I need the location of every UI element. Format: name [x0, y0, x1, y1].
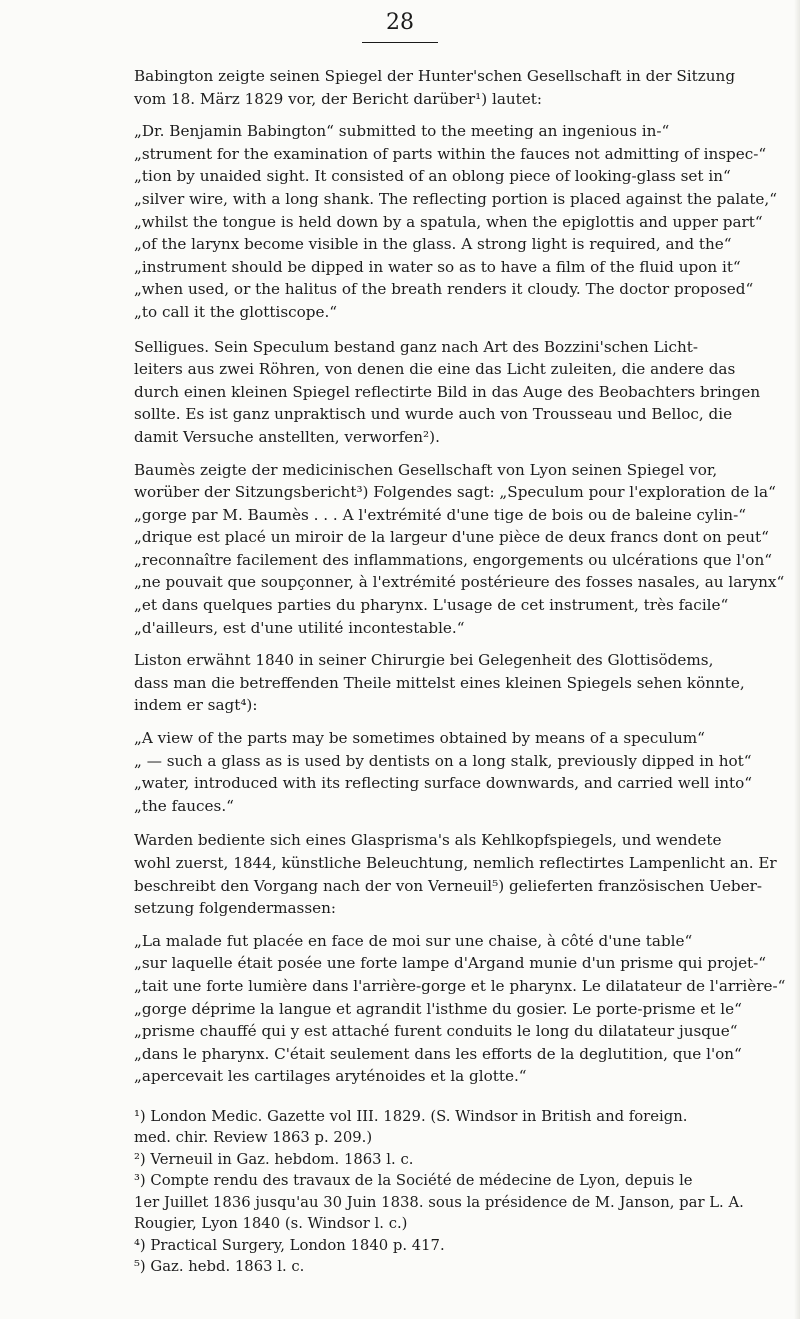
- text-line: ¹) London Medic. Gazette vol III. 1829. (S. Windsor in British and foreign.: [134, 1107, 688, 1125]
- text-line: „ — such a glass as is used by dentists on a long stalk, previously dipped in hot“: [134, 751, 752, 770]
- text-line: „gorge déprime la langue et agrandit l'isthme du gosier. Le porte-prisme et le“: [134, 999, 742, 1018]
- text-line: „d'ailleurs, est d'une utilité incontestable.“: [134, 618, 465, 637]
- text-line: Babington zeigte seinen Spiegel der Hunter'schen Gesellschaft in der Sitzung: [134, 67, 736, 85]
- text-line: Warden bediente sich eines Glasprisma's als Kehlkopfspiegels, und wendete: [134, 831, 722, 850]
- text-line: med. chir. Review 1863 p. 209.): [134, 1129, 373, 1147]
- text-line: „when used, or the halitus of the breath renders it cloudy. The doctor proposed“: [134, 280, 754, 299]
- text-line: ⁴) Practical Surgery, London 1840 p. 417.: [134, 1236, 445, 1254]
- text-line: „the fauces.“: [134, 796, 234, 815]
- text-line: „drique est placé un miroir de la largeur d'une pièce de deux francs dont on peut“: [134, 528, 769, 547]
- text-line: Rougier, Lyon 1840 (s. Windsor l. c.): [134, 1215, 408, 1233]
- text-line: ⁵) Gaz. hebd. 1863 l. c.: [134, 1258, 305, 1276]
- text-line: setzung folgendermassen:: [134, 899, 337, 918]
- footnote-fn1: [106, 1106, 746, 1149]
- text-line: „water, introduced with its reflecting surface downwards, and carried well into“: [134, 774, 753, 793]
- text-line: „strument for the examination of parts within the fauces not admitting of inspec-“: [134, 144, 767, 163]
- text-line: beschreibt den Vorgang nach der von Verneuil⁵) gelieferten französischen Ueber-: [134, 876, 763, 895]
- text-line: „Dr. Benjamin Babington“ submitted to the meeting an ingenious in-“: [134, 122, 670, 141]
- page-number: 28: [386, 10, 414, 35]
- text-line: „instrument should be dipped in water so as to have a film of the fluid upon it“: [134, 257, 741, 276]
- text-line: damit Versuche anstellten, verworfen²).: [134, 427, 440, 446]
- paragraph-warden-quote: [106, 930, 786, 1088]
- text-line: Baumès zeigte der medicinischen Gesellschaft von Lyon seinen Spiegel vor,: [134, 460, 718, 479]
- text-line: sollte. Es ist ganz unpraktisch und wurde auch von Trousseau und Belloc, die: [134, 405, 733, 424]
- text-line: worüber der Sitzungsbericht³) Folgendes sagt: „Speculum pour l'exploration de la“: [134, 483, 776, 502]
- footnote-fn5: [106, 1256, 746, 1278]
- text-line: „reconnaître facilement des inflammations, engorgements ou ulcérations que l'on“: [134, 550, 773, 569]
- text-line: vom 18. März 1829 vor, der Bericht darüber¹) lautet:: [134, 89, 542, 108]
- text-line: Selligues. Sein Speculum bestand ganz nach Art des Bozzini'schen Licht-: [134, 337, 698, 356]
- footnote-fn4: [106, 1235, 746, 1257]
- text-line: ³) Compte rendu des travaux de la Société de médecine de Lyon, depuis le: [134, 1172, 693, 1190]
- paragraph-babington-quote: [106, 120, 777, 323]
- text-line: „A view of the parts may be sometimes obtained by means of a speculum“: [134, 729, 705, 748]
- text-line: ²) Verneuil in Gaz. hebdom. 1863 l. c.: [134, 1150, 414, 1168]
- paragraph-babington-intro: [106, 65, 746, 110]
- text-line: „sur laquelle était posée une forte lampe d'Argand munie d'un prisme qui projet-“: [134, 954, 767, 973]
- paragraph-selligues: [106, 336, 761, 449]
- text-line: leiters aus zwei Röhren, von denen die eine das Licht zuleiten, die andere das: [134, 360, 736, 379]
- text-line: „gorge par M. Baumès . . . A l'extrémité d'une tige de bois ou de baleine cylin-“: [134, 505, 746, 524]
- text-line: „silver wire, with a long shank. The reflecting portion is placed against the palate,“: [134, 189, 777, 208]
- text-line: „of the larynx become visible in the glass. A strong light is required, and the“: [134, 235, 732, 254]
- text-line: „La malade fut placée en face de moi sur une chaise, à côté d'une table“: [134, 931, 693, 950]
- page-edge-shadow: [794, 0, 800, 1319]
- text-line: 1er Juillet 1836 jusqu'au 30 Juin 1838. sous la présidence de M. Janson, par L. A.: [134, 1193, 744, 1211]
- paragraph-liston: [106, 649, 746, 717]
- text-line: Liston erwähnt 1840 in seiner Chirurgie bei Gelegenheit des Glottisödems,: [134, 651, 714, 670]
- footnote-fn2: [106, 1149, 746, 1171]
- text-line: wohl zuerst, 1844, künstliche Beleuchtung, nemlich reflectirtes Lampenlicht an. Er: [134, 854, 777, 872]
- text-line: „dans le pharynx. C'était seulement dans les efforts de la deglutition, que l'on“: [134, 1044, 742, 1063]
- paragraph-liston-quote: [106, 727, 753, 817]
- body-text: [106, 65, 786, 1278]
- page-number-rule: [362, 42, 438, 43]
- text-line: „tait une forte lumière dans l'arrière-gorge et le pharynx. Le dilatateur de l'arrière-“: [134, 976, 786, 995]
- footnote-list: [106, 1106, 746, 1278]
- text-line: durch einen kleinen Spiegel reflectirte Bild in das Auge des Beobachters bringen: [134, 382, 761, 401]
- text-line: „prisme chauffé qui y est attaché furent conduits le long du dilatateur jusque“: [134, 1022, 738, 1041]
- paragraph-baumes: [106, 459, 785, 640]
- footnote-fn3: [106, 1170, 746, 1235]
- paragraph-warden: [106, 829, 777, 919]
- text-line: „whilst the tongue is held down by a spatula, when the epiglottis and upper part“: [134, 212, 763, 231]
- paragraph-list: [106, 65, 786, 1088]
- text-line: dass man die betreffenden Theile mittelst eines kleinen Spiegels sehen könnte,: [134, 673, 745, 692]
- text-line: „to call it the glottiscope.“: [134, 302, 338, 321]
- text-line: „apercevait les cartilages aryténoides et la glotte.“: [134, 1067, 527, 1086]
- text-line: „tion by unaided sight. It consisted of an oblong piece of looking-glass set in“: [134, 167, 731, 186]
- text-line: indem er sagt⁴):: [134, 696, 258, 715]
- text-line: „et dans quelques parties du pharynx. L'usage de cet instrument, très facile“: [134, 596, 729, 615]
- text-line: „ne pouvait que soupçonner, à l'extrémité postérieure des fosses nasales, au larynx“: [134, 573, 785, 592]
